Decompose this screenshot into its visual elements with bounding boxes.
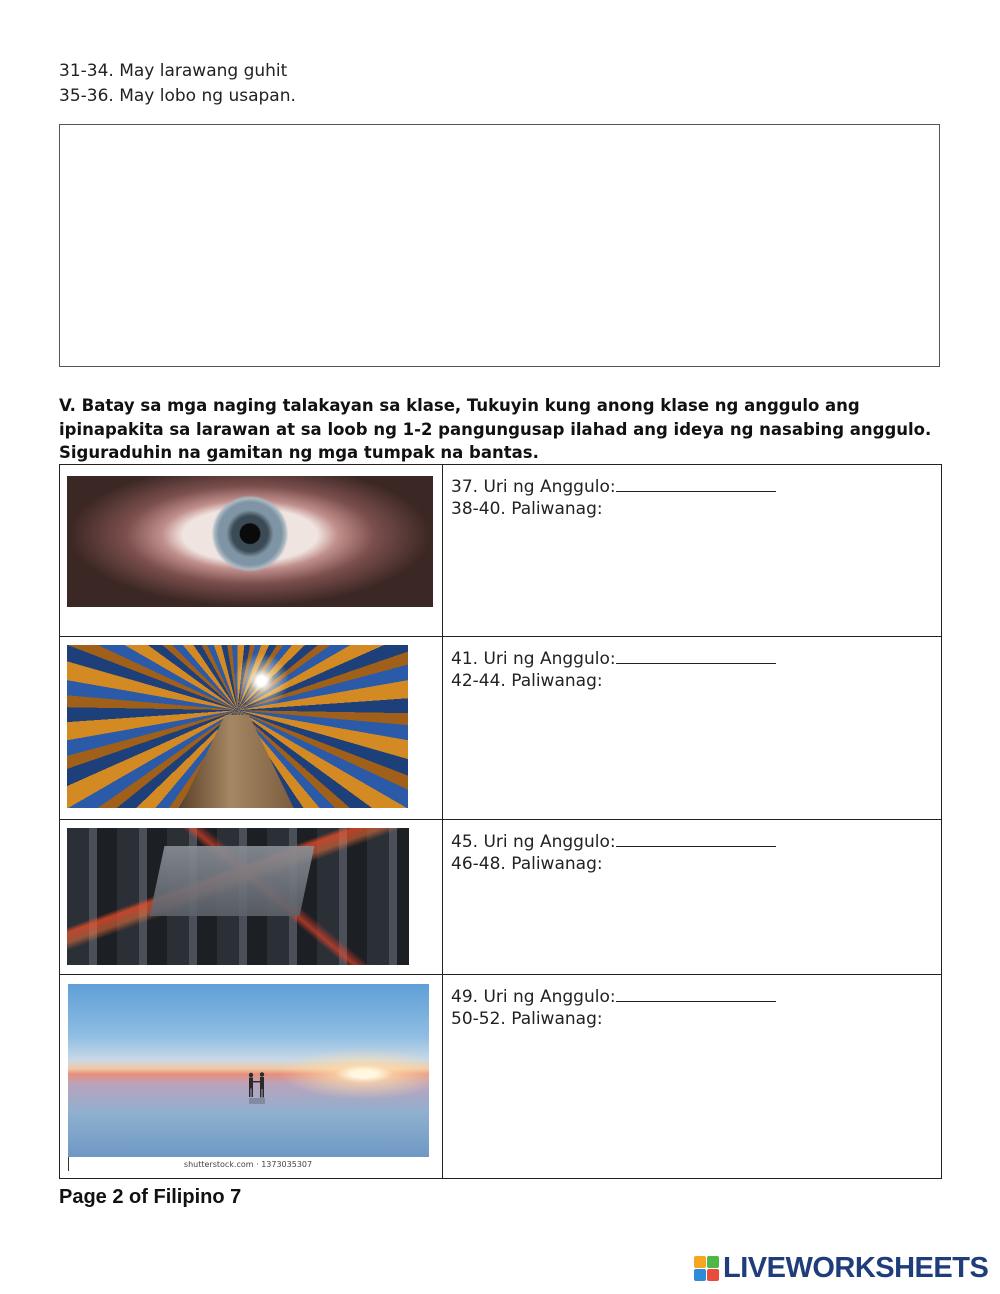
drawing-answer-box[interactable]: [59, 124, 940, 367]
answer-cell: [443, 820, 942, 975]
section-v-instruction: V. Batay sa mga naging talakayan sa klase, Tukuyin kung anong klase ng anggulo ang ipinapakita sa larawan at sa loob ng 1-2 pangungusap ilahad ang ideya ng nasabing anggulo. Siguraduhin na gamitan ng mga tumpak na bantas.: [59, 396, 932, 462]
tree-trunk-shape: [177, 715, 297, 808]
explanation-label: 42-44. Paliwanag:: [451, 671, 603, 691]
answer-blank[interactable]: [616, 647, 776, 664]
question-table: [59, 464, 942, 1179]
eye-closeup-image: [67, 476, 433, 607]
image-cell: [60, 465, 443, 637]
page-footer: Page 2 of Filipino 7: [59, 1186, 242, 1208]
explanation-label: 38-40. Paliwanag:: [451, 499, 603, 519]
explanation-label: 46-48. Paliwanag:: [451, 854, 603, 874]
table-row: [60, 637, 942, 820]
answer-blank[interactable]: [616, 475, 776, 492]
question-label: 45. Uri ng Anggulo:: [451, 832, 616, 852]
forest-low-angle-image: [67, 645, 408, 808]
brand-text: LIVEWORKSHEETS: [723, 1252, 989, 1284]
answer-cell: [443, 637, 942, 820]
sunset-couple-image: [68, 984, 429, 1157]
table-row: [60, 465, 942, 637]
city-aerial-image: [67, 828, 409, 965]
logo-grid-icon: [694, 1256, 719, 1281]
answer-blank[interactable]: [616, 830, 776, 847]
image-cell: [60, 820, 443, 975]
image-cell: [60, 975, 443, 1179]
answer-cell: [443, 465, 942, 637]
item-31-34-line: 31-34. May larawang guhit: [59, 61, 288, 81]
table-row: [60, 820, 942, 975]
answer-blank[interactable]: [616, 985, 776, 1002]
building-shape: [150, 846, 315, 916]
couple-silhouette-icon: [246, 1072, 268, 1106]
table-row: [60, 975, 942, 1179]
answer-cell: [443, 975, 942, 1179]
question-label: 37. Uri ng Anggulo:: [451, 477, 616, 497]
liveworksheets-logo: [694, 1252, 988, 1285]
item-35-36-line: 35-36. May lobo ng usapan.: [59, 86, 296, 106]
question-label: 41. Uri ng Anggulo:: [451, 649, 616, 669]
image-cell: [60, 637, 443, 820]
explanation-label: 50-52. Paliwanag:: [451, 1009, 603, 1029]
image-watermark: shutterstock.com · 1373035307: [183, 1160, 313, 1169]
question-label: 49. Uri ng Anggulo:: [451, 987, 616, 1007]
